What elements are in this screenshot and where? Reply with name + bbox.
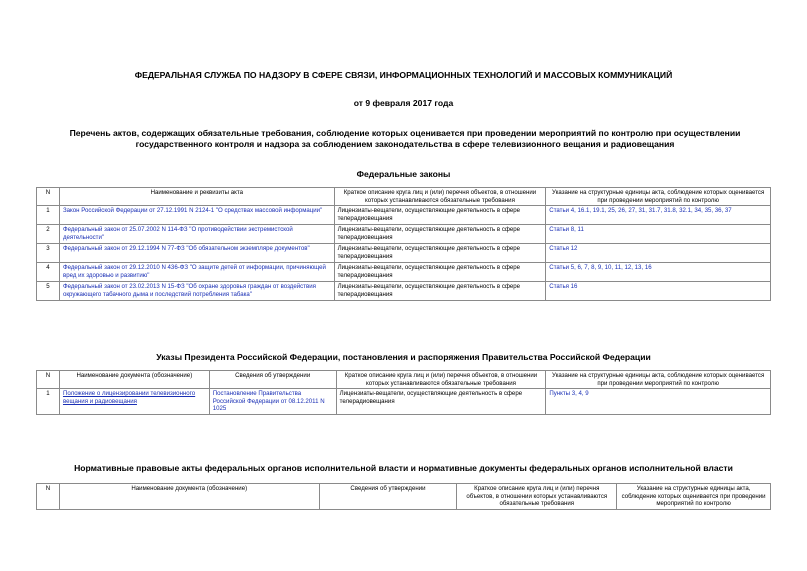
table-row	[37, 263, 771, 282]
table-header-row	[37, 371, 771, 389]
units-link[interactable]: Статья 16	[549, 283, 578, 291]
row-number: 3	[37, 244, 60, 263]
act-link[interactable]: Закон Российской Федерации от 27.12.1991 N 2124-1 "О средствах массовой информации"	[62, 207, 323, 215]
document-subtitle	[45, 128, 765, 150]
act-link[interactable]: Федеральный закон от 29.12.1994 N 77-ФЗ "Об обязательном экземпляре документов"	[62, 245, 310, 253]
units-link[interactable]: Статьи 5, 6, 7, 8, 9, 10, 11, 12, 13, 16	[549, 264, 652, 272]
column-header: N	[37, 371, 60, 389]
persons-cell: Лицензиаты-вещатели, осуществляющие деятельность в сфере телерадиовещания	[334, 244, 546, 263]
column-header: Краткое описание круга лиц и (или) перечня объектов, в отношении которых устанавливаются обязательные требования	[457, 484, 617, 510]
row-number: 1	[37, 206, 60, 225]
act-link[interactable]: Федеральный закон от 25.07.2002 N 114-ФЗ "О противодействии экстремистской деятельности"	[62, 226, 293, 241]
column-header: Сведения об утверждении	[319, 484, 457, 510]
agency-title: ФЕДЕРАЛЬНАЯ СЛУЖБА ПО НАДЗОРУ В СФЕРЕ СВЯЗИ, ИНФОРМАЦИОННЫХ ТЕХНОЛОГИЙ И МАССОВЫХ КОММУНИКАЦИЙ	[134, 70, 673, 80]
units-link[interactable]: Статьи 8, 11	[549, 226, 584, 234]
column-header: N	[37, 484, 60, 510]
column-header: Наименование и реквизиты акта	[59, 188, 334, 206]
act-link[interactable]: Федеральный закон от 29.12.2010 N 436-ФЗ "О защите детей от информации, причиняющей вред их здоровью и развитию"	[62, 264, 326, 279]
table-row	[37, 282, 771, 301]
column-header: Указание на структурные единицы акта, соблюдение которых оценивается при проведении мероприятий по контролю	[617, 484, 771, 510]
units-link[interactable]: Статья 12	[549, 245, 578, 253]
table-row	[37, 206, 771, 225]
decrees-table	[36, 370, 771, 415]
persons-cell: Лицензиаты-вещатели, осуществляющие деятельность в сфере телерадиовещания	[334, 263, 546, 282]
units-link[interactable]: Статьи 4, 16.1, 19.1, 25, 26, 27, 31, 31.7, 31.8, 32.1, 34, 35, 36, 37	[549, 207, 732, 215]
document-date: от 9 февраля 2017 года	[353, 98, 454, 108]
persons-cell: Лицензиаты-вещатели, осуществляющие деятельность в сфере телерадиовещания	[334, 225, 546, 244]
units-link[interactable]: Пункты 3, 4, 9	[549, 390, 589, 398]
federal-laws-table	[36, 187, 771, 301]
subtitle-line-1: Перечень актов, содержащих обязательные требования, соблюдение которых оценивается при проведении мероприятий по контролю при осуществлении	[69, 128, 741, 138]
persons-cell: Лицензиаты-вещатели, осуществляющие деятельность в сфере телерадиовещания	[336, 389, 546, 415]
column-header: Краткое описание круга лиц и (или) перечня объектов, в отношении которых устанавливаются обязательные требования	[336, 371, 546, 389]
section-title-decrees: Указы Президента Российской Федерации, постановления и распоряжения Правительства Российской Федерации	[156, 352, 651, 362]
column-header: Краткое описание круга лиц и (или) перечня объектов, в отношении которых устанавливаются обязательные требования	[334, 188, 546, 206]
column-header: Наименование документа (обозначение)	[59, 484, 319, 510]
row-number: 2	[37, 225, 60, 244]
column-header: Сведения об утверждении	[209, 371, 336, 389]
regulations-table	[36, 483, 771, 510]
column-header: N	[37, 188, 60, 206]
section-title-regulations: Нормативные правовые акты федеральных органов исполнительной власти и нормативные документы федеральных органов исполнительной власти	[74, 463, 733, 473]
section-title-federal-laws: Федеральные законы	[356, 169, 451, 179]
persons-cell: Лицензиаты-вещатели, осуществляющие деятельность в сфере телерадиовещания	[334, 206, 546, 225]
column-header: Указание на структурные единицы акта, соблюдение которых оценивается при проведении мероприятий по контролю	[546, 188, 771, 206]
table-row	[37, 225, 771, 244]
act-link[interactable]: Федеральный закон от 23.02.2013 N 15-ФЗ "Об охране здоровья граждан от воздействия окружающего табачного дыма и последствий потребления табака"	[62, 283, 316, 298]
subtitle-line-2: государственного контроля и надзора за соблюдением законодательства в сфере телевизионного вещания и радиовещания	[135, 139, 675, 149]
document-name-link[interactable]: Положение о лицензировании телевизионного вещания и радиовещания	[62, 390, 196, 405]
table-row	[37, 244, 771, 263]
column-header: Указание на структурные единицы акта, соблюдение которых оценивается при проведении мероприятий по контролю	[546, 371, 771, 389]
row-number: 5	[37, 282, 60, 301]
table-row	[37, 389, 771, 415]
row-number: 1	[37, 389, 60, 415]
table-header-row	[37, 484, 771, 510]
table-header-row	[37, 188, 771, 206]
approval-link[interactable]: Постановление Правительства Российской Федерации от 08.12.2011 N 1025	[212, 390, 325, 413]
persons-cell: Лицензиаты-вещатели, осуществляющие деятельность в сфере телерадиовещания	[334, 282, 546, 301]
column-header: Наименование документа (обозначение)	[59, 371, 209, 389]
row-number: 4	[37, 263, 60, 282]
